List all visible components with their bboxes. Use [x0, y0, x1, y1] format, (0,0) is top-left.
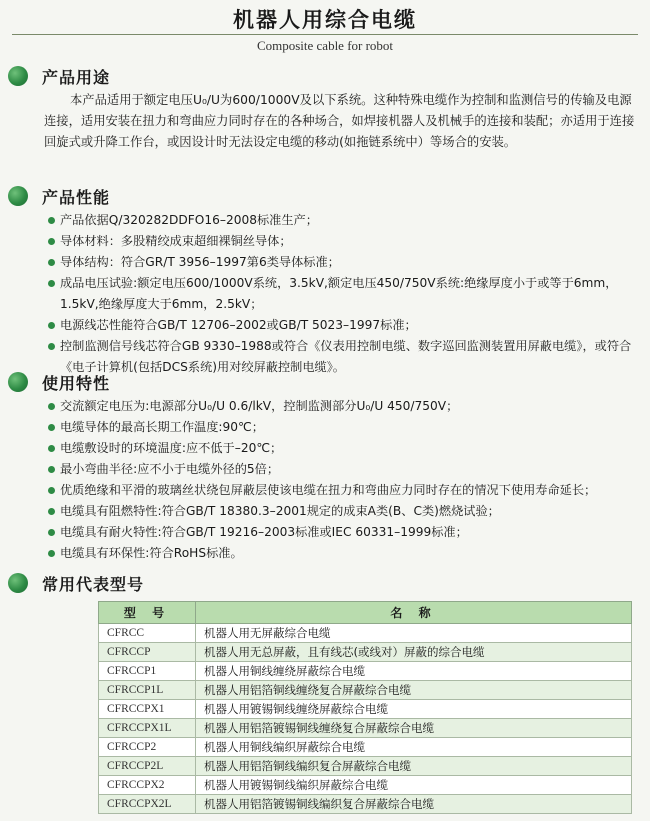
list-item: 最小弯曲半径:应不小于电缆外径的5倍； [48, 459, 640, 480]
features-list [0, 396, 650, 564]
section-features [0, 370, 650, 564]
table-row [99, 662, 632, 681]
green-bullet-icon [8, 186, 28, 206]
section-title-usage: 产品用途 [42, 68, 111, 87]
section-title-models: 常用代表型号 [42, 575, 145, 594]
list-item: 电源线芯性能符合GB/T 12706–2002或GB/T 5023–1997标准； [48, 315, 640, 336]
list-item: 电缆具有阻燃特性:符合GB/T 18380.3–2001规定的成束A类(B、C类)燃烧试验； [48, 501, 640, 522]
table-row [99, 738, 632, 757]
model-code: CFRCCP [99, 643, 196, 662]
model-code: CFRCCP2 [99, 738, 196, 757]
list-item: 优质绝缘和平滑的玻璃丝状绕包屏蔽层使该电缆在扭力和弯曲应力同时存在的情况下使用寿命延长； [48, 480, 640, 501]
list-item: 产品依据Q/320282DDFO16–2008标准生产； [48, 210, 640, 231]
section-title-performance: 产品性能 [42, 188, 111, 207]
green-bullet-icon [8, 372, 28, 392]
usage-paragraph: 本产品适用于额定电压U₀/U为600/1000V及以下系统。这种特殊电缆作为控制和监测信号的传输及电源连接，适用安装在扭力和弯曲应力同时存在的各种场合，如焊接机器人及机械手的连接和装配；亦适用于连接回旋式或升降工作台，或因设计时无法设定电缆的移动(如拖链系统中）等场合的安装。 [44, 93, 635, 149]
green-bullet-icon [8, 573, 28, 593]
model-name: 机器人用镀锡铜线缠绕屏蔽综合电缆 [196, 700, 632, 719]
page-title: 机器人用综合电缆 [233, 8, 417, 32]
list-item: 控制监测信号线芯符合GB 9330–1988或符合《仪表用控制电缆、数字巡回监测装置用屏蔽电缆》，或符合《电子计算机(包括DCS系统)用对绞屏蔽控制电缆》。 [48, 336, 640, 378]
column-header-name: 名 称 [196, 602, 632, 624]
list-item: 电缆具有耐火特性:符合GB/T 19216–2003标准或IEC 60331–1999标准； [48, 522, 640, 543]
table-row [99, 719, 632, 738]
model-name: 机器人用镀锡铜线编织屏蔽综合电缆 [196, 776, 632, 795]
table-row [99, 700, 632, 719]
models-table [98, 601, 632, 814]
table-header-row [99, 602, 632, 624]
table-row [99, 757, 632, 776]
table-row [99, 776, 632, 795]
model-code: CFRCCPX2 [99, 776, 196, 795]
table-row [99, 624, 632, 643]
list-item: 交流额定电压为:电源部分U₀/U 0.6/lkV，控制监测部分U₀/U 450/750V； [48, 396, 640, 417]
model-code: CFRCCP2L [99, 757, 196, 776]
section-models [0, 571, 650, 597]
performance-list [0, 210, 650, 378]
model-name: 机器人用铝箔镀锡铜线编织复合屏蔽综合电缆 [196, 795, 632, 814]
section-performance [0, 184, 650, 378]
list-item: 成品电压试验:额定电压600/1000V系统，3.5kV,额定电压450/750V系统:绝缘厚度小于或等于6mm，1.5kV,绝缘厚度大于6mm，2.5kV； [48, 273, 640, 315]
table-row [99, 681, 632, 700]
model-name: 机器人用无屏蔽综合电缆 [196, 624, 632, 643]
section-usage [0, 64, 650, 153]
model-name: 机器人用铝箔铜线编织复合屏蔽综合电缆 [196, 757, 632, 776]
section-title-features: 使用特性 [42, 374, 111, 393]
page-subtitle: Composite cable for robot [256, 38, 394, 53]
model-name: 机器人用铜线缠绕屏蔽综合电缆 [196, 662, 632, 681]
model-code: CFRCC [99, 624, 196, 643]
list-item: 电缆导体的最高长期工作温度:90℃； [48, 417, 640, 438]
model-name: 机器人用铝箔铜线缠绕复合屏蔽综合电缆 [196, 681, 632, 700]
list-item: 导体结构：符合GR/T 3956–1997第6类导体标准； [48, 252, 640, 273]
table-row [99, 643, 632, 662]
list-item: 导体材料：多股精绞成束超细裸铜丝导体； [48, 231, 640, 252]
table-row [99, 795, 632, 814]
column-header-model: 型 号 [99, 602, 196, 624]
green-bullet-icon [8, 66, 28, 86]
title-divider [12, 34, 638, 35]
model-name: 机器人用无总屏蔽，且有线芯(或线对）屏蔽的综合电缆 [196, 643, 632, 662]
model-code: CFRCCPX1L [99, 719, 196, 738]
model-code: CFRCCP1 [99, 662, 196, 681]
list-item: 电缆具有环保性:符合RoHS标准。 [48, 543, 640, 564]
model-code: CFRCCPX2L [99, 795, 196, 814]
list-item: 电缆敷设时的环境温度:应不低于–20℃； [48, 438, 640, 459]
model-name: 机器人用铝箔镀锡铜线缠绕复合屏蔽综合电缆 [196, 719, 632, 738]
model-name: 机器人用铜线编织屏蔽综合电缆 [196, 738, 632, 757]
model-code: CFRCCPX1 [99, 700, 196, 719]
model-code: CFRCCP1L [99, 681, 196, 700]
